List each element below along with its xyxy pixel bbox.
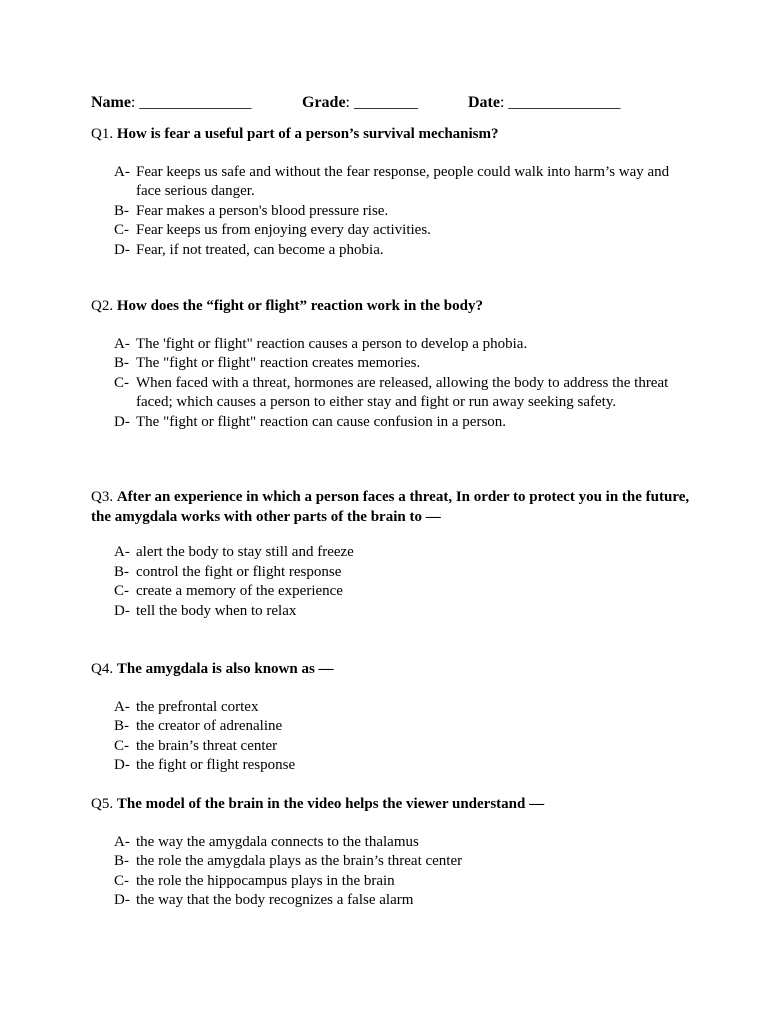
question-text: How does the “fight or flight” reaction work in the body? (116, 298, 483, 314)
option-letter: D- (114, 757, 130, 773)
question-prompt (91, 795, 693, 815)
question-3 (91, 488, 693, 621)
answer-option-b (114, 202, 693, 222)
answer-option-a (114, 163, 693, 202)
option-letter: C- (114, 737, 129, 754)
option-text: Fear keeps us from enjoying every day activities. (136, 222, 431, 238)
name-field (91, 93, 251, 113)
question-number: Q5. (91, 796, 117, 812)
answer-options (91, 543, 693, 621)
option-letter: A- (114, 335, 130, 352)
option-text: the role the amygdala plays as the brain’s threat center (136, 853, 463, 869)
option-text: the role the hippocampus plays in the brain (136, 872, 395, 889)
grade-field (302, 93, 418, 113)
answer-option-d (114, 241, 693, 261)
option-text: the way that the body recognizes a false alarm (136, 892, 414, 908)
option-text: control the fight or flight response (136, 563, 342, 580)
student-info-header (91, 93, 708, 113)
answer-options (91, 163, 693, 261)
option-text: alert the body to stay still and freeze (136, 544, 354, 560)
option-letter: D- (114, 241, 130, 258)
option-text: create a memory of the experience (136, 583, 343, 599)
option-letter: C- (114, 222, 129, 238)
question-1 (91, 125, 693, 260)
question-prompt (91, 297, 693, 317)
option-letter: A- (114, 833, 130, 850)
option-text: the creator of adrenaline (136, 718, 283, 734)
question-5 (91, 795, 693, 911)
option-text: the way the amygdala connects to the thalamus (136, 833, 419, 850)
answer-option-d (114, 413, 693, 433)
answer-option-c (114, 737, 693, 757)
option-text: Fear, if not treated, can become a phobia. (136, 241, 384, 258)
answer-option-a (114, 833, 693, 853)
answer-option-b (114, 354, 693, 374)
option-letter: A- (114, 163, 130, 180)
question-2 (91, 297, 693, 432)
answer-option-c (114, 872, 693, 892)
date-label: Date (468, 94, 500, 111)
answer-option-d (114, 756, 693, 776)
option-letter: B- (114, 355, 129, 371)
name-label: Name (91, 94, 131, 111)
answer-options (91, 335, 693, 433)
option-text: The "fight or flight" reaction creates memories. (136, 355, 421, 371)
question-text: How is fear a useful part of a person’s survival mechanism? (116, 126, 499, 142)
answer-option-a (114, 335, 693, 355)
question-text: The model of the brain in the video helps the viewer understand — (116, 796, 545, 812)
option-text: Fear makes a person's blood pressure rise. (136, 202, 389, 219)
option-letter: C- (114, 374, 129, 391)
option-letter: A- (114, 544, 130, 560)
option-text: When faced with a threat, hormones are released, allowing the body to address the threat faced; which causes a person to either stay and fight or run away seeking safety. (136, 374, 669, 410)
option-letter: B- (114, 853, 129, 869)
answer-option-c (114, 221, 693, 241)
date-blank: : ______________ (499, 94, 621, 111)
option-text: the brain’s threat center (136, 737, 278, 754)
grade-blank: : ________ (345, 94, 418, 111)
question-prompt (91, 125, 693, 145)
question-prompt (91, 488, 693, 527)
option-letter: C- (114, 583, 129, 599)
option-text: the prefrontal cortex (136, 698, 259, 715)
option-letter: C- (114, 872, 129, 889)
answer-option-d (114, 891, 693, 911)
question-prompt (91, 660, 693, 680)
question-number: Q4. (91, 661, 117, 677)
answer-option-b (114, 717, 693, 737)
answer-option-c (114, 374, 693, 413)
name-blank: : ______________ (130, 94, 252, 111)
option-text: tell the body when to relax (136, 602, 297, 619)
answer-option-b (114, 852, 693, 872)
option-letter: D- (114, 892, 130, 908)
option-letter: B- (114, 563, 129, 580)
answer-options (91, 833, 693, 911)
option-letter: D- (114, 602, 130, 619)
question-text: The amygdala is also known as — (116, 661, 334, 677)
option-text: The 'fight or flight" reaction causes a person to develop a phobia. (136, 335, 528, 352)
option-letter: A- (114, 698, 130, 715)
question-number: Q3. (91, 489, 117, 505)
answer-option-d (114, 602, 693, 622)
question-number: Q2. (91, 298, 117, 314)
option-text: The "fight or flight" reaction can cause confusion in a person. (136, 413, 507, 430)
option-letter: B- (114, 718, 129, 734)
option-letter: B- (114, 202, 129, 219)
answer-option-b (114, 563, 693, 583)
date-field (468, 93, 620, 113)
question-text: After an experience in which a person faces a threat, In order to protect you in the future, the amygdala works with other parts of the brain to — (91, 489, 690, 525)
grade-label: Grade (302, 94, 346, 111)
answer-options (91, 698, 693, 776)
option-letter: D- (114, 413, 130, 430)
question-4 (91, 660, 693, 776)
option-text: the fight or flight response (136, 757, 296, 773)
answer-option-c (114, 582, 693, 602)
question-number: Q1. (91, 126, 117, 142)
answer-option-a (114, 698, 693, 718)
option-text: Fear keeps us safe and without the fear response, people could walk into harm’s way and face serious danger. (136, 163, 670, 199)
answer-option-a (114, 543, 693, 563)
